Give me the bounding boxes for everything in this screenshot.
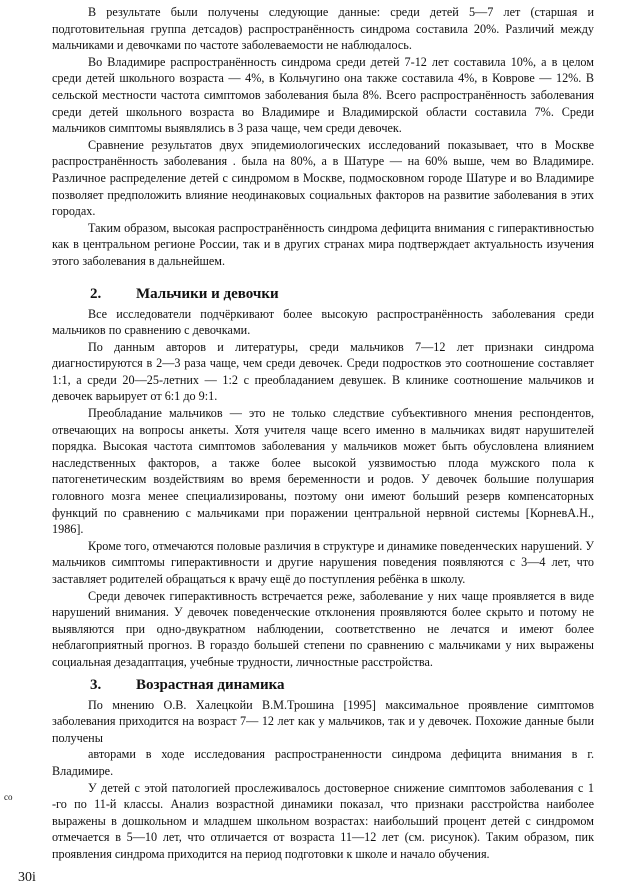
paragraph: авторами в ходе исследования распространенности синдрома дефицита внимания в г. Владимире. [52, 747, 594, 778]
document-page [52, 4, 594, 863]
paragraph: Сравнение результатов двух эпидемиологических исследований показывает, что в Москве распространённость заболевания . была на 80%, а в Шатуре — на 60% выше, чем во Владимире. Различное распределение детей с синдромом в Москве, подмосковном городе Шатуре и во Владимире позволяет предположить влияние неодинаковых социальных факторов на развитие заболевания в этих городах. [52, 137, 594, 219]
section-number: 3. [90, 676, 102, 693]
paragraph: По данным авторов и литературы, среди мальчиков 7—12 лет признаки синдрома диагностируются в 2—3 раза чаще, чем среди девочек. Среди подростков это соотношение составляет 1:1, а среди 20—25-летних — 1:2 с преобладанием девушек. В клинике соотношение мальчиков и девочек варьирует от 6:1 до 9:1. [52, 339, 594, 404]
paragraph: Среди девочек гиперактивность встречается реже, заболевание у них чаще проявляется в виде нарушений внимания. У девочек поведенческие отклонения проявляются более скрыто и потому не выявляются при одно-двукратном наблюдении, соответственно не лечатся и имеют более неблагоприятный прогноз. В гораздо большей степени по сравнению с мальчиками у них выражены социальная дезадаптация, учебные трудности, личностные расстройства. [52, 588, 594, 669]
paragraph: Таким образом, высокая распространённость синдрома дефицита внимания с гиперактивностью как в центральном регионе России, так и в других странах мира подтверждает актуальность изучения этого заболевания в дальнейшем. [52, 220, 594, 268]
margin-mark: со [4, 792, 13, 802]
paragraph: По мнению О.В. Халецкойи В.М.Трошина [1995] максимальное проявление симптомов заболевания приходится на возраст 7— 12 лет как у мальчиков, так и у девочек. Похожие данные были получены [52, 697, 594, 745]
paragraph: У детей с этой патологией прослеживалось достоверное снижение симптомов заболевания с 1 -го по 11-й классы. Анализ возрастной динамики показал, что признаки расстройства наиболее выражены в дошкольном и младшем школьном возрастах: наибольший процент детей с синдромом отмечается в 5—10 лет, что отличается от возраста 11—12 лет (см. рисунок). Таким образом, пик проявления синдрома приходится на период подготовки к школе и начало обучения. [52, 780, 594, 861]
section-title: Возрастная динамика [136, 676, 285, 693]
paragraph: Во Владимире распространённость синдрома среди детей 7-12 лет составила 10%, а в целом среди детей школьного возраста — 4%, в Кольчугино она также составила 4%, в Коврове — 12%. В сельской местности частота симптомов заболевания была 8%. Всего распространённость заболевания среди детей школьного возраста во Владимире и Владимирской области составила 7%. Среди мальчиков симптомы выявлялись в 3 раза чаще, чем среди девочек. [52, 54, 594, 136]
paragraph: В результате были получены следующие данные: среди детей 5—7 лет (старшая и подготовительная группа детсадов) распространённость синдрома составила 20%. Различий между мальчиками и девочками по частоте заболеваемости не наблюдалось. [52, 5, 594, 53]
section-number: 2. [90, 285, 102, 302]
paragraph: Все исследователи подчёркивают более высокую распространённость заболевания среди мальчиков по сравнению с девочками. [52, 306, 594, 338]
section-heading-boys-girls [90, 284, 594, 304]
page-number: 30i [18, 870, 36, 885]
paragraph: Преобладание мальчиков — это не только следствие субъективного мнения респондентов, отвечающих на вопросы анкеты. Хотя учителя чаще всего именно в мальчиках видят нарушителей порядка. Высокая частота симптомов заболевания у мальчиков может быть обусловлена влиянием наследственных факторов, а также более высокой уязвимостью плода мужского пола к патогенетическим воздействиям во время беременности и родов. У девочек большие полушария головного мозга менее специализированы, поэтому они имеют больший резерв компенсаторных функций по сравнению с мальчиками при поражении центральной нервной системы [КорневА.Н., 1986]. [52, 406, 594, 537]
section-heading-age-dynamics [90, 675, 594, 695]
section-title: Мальчики и девочки [136, 285, 279, 302]
paragraph: Кроме того, отмечаются половые различия в структуре и динамике поведенческих нарушений. У мальчиков симптомы гиперактивности и другие нарушения поведения появляются с 3—4 лет, что заставляет родителей обращаться к врачу ещё до поступления ребёнка в школу. [52, 538, 594, 586]
